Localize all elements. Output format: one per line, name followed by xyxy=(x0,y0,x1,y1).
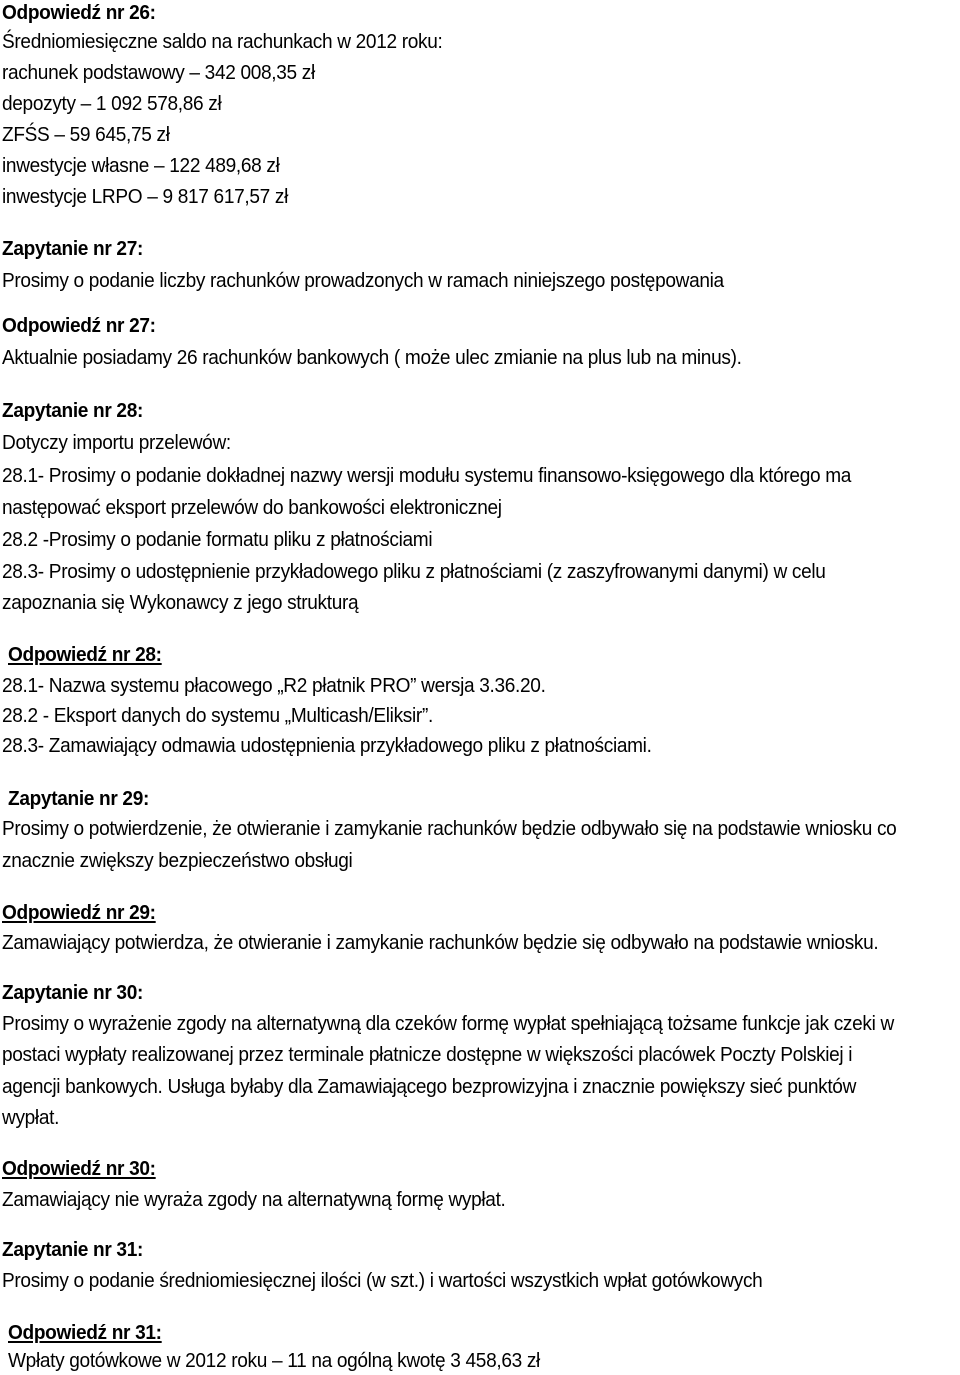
question-28-line: zapoznania się Wykonawcy z jego strukturą xyxy=(2,591,359,614)
question-31-heading: Zapytanie nr 31: xyxy=(2,1238,144,1261)
question-29-line: Prosimy o potwierdzenie, że otwieranie i zamykanie rachunków będzie odbywało się na podstawie wniosku co xyxy=(2,817,897,840)
answer-30-line: Zamawiający nie wyraża zgody na alternatywną formę wypłat. xyxy=(2,1188,506,1211)
question-30-line: wypłat. xyxy=(2,1106,60,1129)
answer-31-line: Wpłaty gotówkowe w 2012 roku – 11 na ogólną kwotę 3 458,63 zł xyxy=(8,1349,540,1372)
question-29-line: znacznie zwiększy bezpieczeństwo obsługi xyxy=(2,849,353,872)
answer-28-line: 28.3- Zamawiający odmawia udostępnienia przykładowego pliku z płatnościami. xyxy=(2,734,652,757)
question-28-heading: Zapytanie nr 28: xyxy=(2,399,144,422)
answer-26-line: ZFŚS – 59 645,75 zł xyxy=(2,123,170,146)
question-28-line: następować eksport przelewów do bankowości elektronicznej xyxy=(2,496,502,519)
question-29-heading: Zapytanie nr 29: xyxy=(8,787,150,810)
answer-29-line: Zamawiający potwierdza, że otwieranie i zamykanie rachunków będzie się odbywało na podstawie wniosku. xyxy=(2,931,879,954)
question-30-line: agencji bankowych. Usługa byłaby dla Zamawiającego bezprowizyjna i znacznie powiększy sieć punktów xyxy=(2,1075,857,1098)
answer-27-line: Aktualnie posiadamy 26 rachunków bankowych ( może ulec zmianie na plus lub na minus). xyxy=(2,346,742,369)
answer-26-line: rachunek podstawowy – 342 008,35 zł xyxy=(2,61,315,84)
answer-26-line: depozyty – 1 092 578,86 zł xyxy=(2,92,222,115)
question-28-line: 28.2 -Prosimy o podanie formatu pliku z płatnościami xyxy=(2,528,433,551)
answer-26-line: Średniomiesięczne saldo na rachunkach w 2012 roku: xyxy=(2,30,443,53)
question-27-heading: Zapytanie nr 27: xyxy=(2,237,144,260)
answer-26-line: inwestycje własne – 122 489,68 zł xyxy=(2,154,280,177)
answer-26-line: inwestycje LRPO – 9 817 617,57 zł xyxy=(2,185,289,208)
question-30-line: postaci wypłaty realizowanej przez terminale płatnicze dostępne w większości placówek Poczty Polskiej i xyxy=(2,1043,853,1066)
question-28-line: 28.1- Prosimy o podanie dokładnej nazwy wersji modułu systemu finansowo-księgowego dla którego ma xyxy=(2,464,852,487)
question-31-line: Prosimy o podanie średniomiesięcznej ilości (w szt.) i wartości wszystkich wpłat gotówkowych xyxy=(2,1269,763,1292)
answer-28-line: 28.2 - Eksport danych do systemu „Multicash/Eliksir”. xyxy=(2,704,433,727)
answer-28-line: 28.1- Nazwa systemu płacowego „R2 płatnik PRO” wersja 3.36.20. xyxy=(2,674,546,697)
answer-31-heading: Odpowiedź nr 31: xyxy=(8,1321,162,1344)
answer-30-heading: Odpowiedź nr 30: xyxy=(2,1157,156,1180)
question-27-line: Prosimy o podanie liczby rachunków prowadzonych w ramach niniejszego postępowania xyxy=(2,269,724,292)
question-28-line: Dotyczy importu przelewów: xyxy=(2,431,231,454)
answer-29-heading: Odpowiedź nr 29: xyxy=(2,901,156,924)
answer-28-heading: Odpowiedź nr 28: xyxy=(8,643,162,666)
answer-27-heading: Odpowiedź nr 27: xyxy=(2,314,156,337)
question-30-heading: Zapytanie nr 30: xyxy=(2,981,144,1004)
question-28-line: 28.3- Prosimy o udostępnienie przykładowego pliku z płatnościami (z zaszyfrowanymi danymi) w celu xyxy=(2,560,826,583)
answer-26-heading: Odpowiedź nr 26: xyxy=(2,1,156,24)
question-30-line: Prosimy o wyrażenie zgody na alternatywną dla czeków formę wypłat spełniającą tożsame funkcje jak czeki w xyxy=(2,1012,894,1035)
